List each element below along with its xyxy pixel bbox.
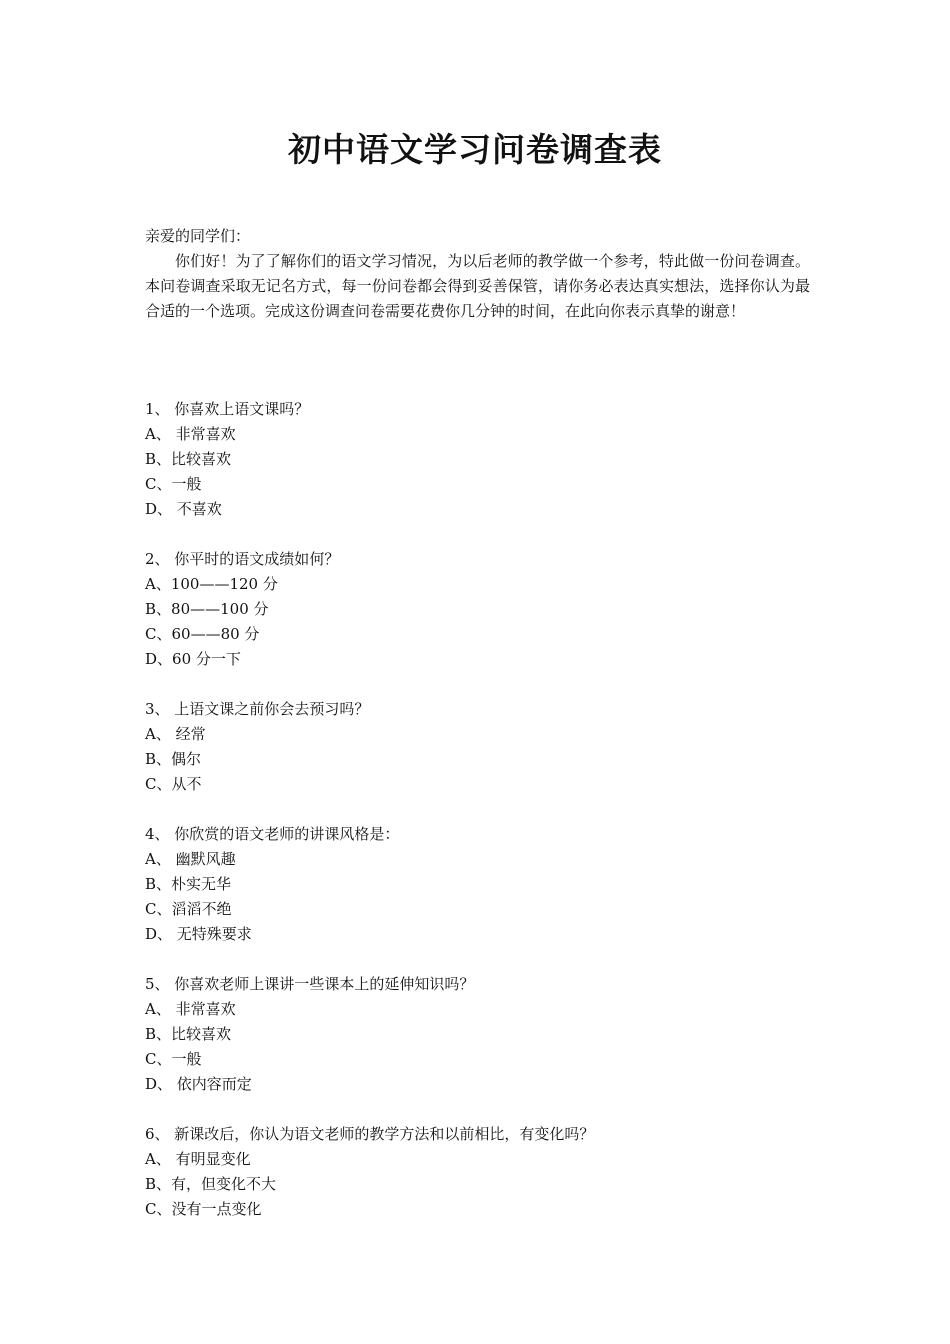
- question-item: [145, 972, 810, 1097]
- answer-option: A、 幽默风趣: [145, 850, 236, 868]
- answer-option: C、60——80 分: [145, 625, 260, 643]
- question-item: [145, 397, 810, 522]
- answer-option: B、偶尔: [145, 750, 202, 768]
- question-item: [145, 697, 810, 797]
- answer-option: B、比较喜欢: [145, 450, 232, 468]
- answer-option: A、100——120 分: [145, 575, 278, 593]
- document-title: 初中语文学习问卷调查表: [288, 130, 662, 169]
- answer-option: A、 有明显变化: [145, 1150, 251, 1168]
- answer-option: D、 依内容而定: [145, 1075, 252, 1093]
- answer-option: B、朴实无华: [145, 875, 232, 893]
- question-text: 4、 你欣赏的语文老师的讲课风格是：: [145, 825, 400, 843]
- answer-option: C、一般: [145, 475, 202, 493]
- answer-option: B、比较喜欢: [145, 1025, 232, 1043]
- question-text: 6、 新课改后，你认为语文老师的教学方法和以前相比，有变化吗？: [145, 1125, 595, 1143]
- answer-option: B、80——100 分: [145, 600, 269, 618]
- question-text: 1、 你喜欢上语文课吗？: [145, 400, 310, 418]
- answer-option: C、没有一点变化: [145, 1200, 262, 1218]
- question-item: [145, 1122, 810, 1222]
- answer-option: A、 经常: [145, 725, 206, 743]
- answer-option: A、 非常喜欢: [145, 1000, 236, 1018]
- greeting: 亲爱的同学们：: [145, 227, 251, 245]
- intro-paragraph: 你们好！为了了解你们的语文学习情况，为以后老师的教学做一个参考，特此做一份问卷调查。本问卷调查采取无记名方式，每一份问卷都会得到妥善保管，请你务必表达真实想法，选择你认为最合适的一个选项。完成这份调查问卷需要花费你几分钟的时间，在此向你表示真挚的谢意！: [145, 252, 810, 320]
- answer-option: C、一般: [145, 1050, 202, 1068]
- answer-option: D、 无特殊要求: [145, 925, 252, 943]
- question-item: [145, 822, 810, 947]
- answer-option: D、 不喜欢: [145, 500, 222, 518]
- answer-option: D、60 分一下: [145, 650, 241, 668]
- answer-option: B、有，但变化不大: [145, 1175, 277, 1193]
- question-text: 3、 上语文课之前你会去预习吗？: [145, 700, 370, 718]
- answer-option: C、滔滔不绝: [145, 900, 232, 918]
- intro-section: [145, 224, 810, 324]
- question-item: [145, 547, 810, 672]
- question-text: 5、 你喜欢老师上课讲一些课本上的延伸知识吗？: [145, 975, 475, 993]
- question-list: [145, 397, 810, 1247]
- question-text: 2、 你平时的语文成绩如何？: [145, 550, 340, 568]
- answer-option: C、从不: [145, 775, 202, 793]
- answer-option: A、 非常喜欢: [145, 425, 236, 443]
